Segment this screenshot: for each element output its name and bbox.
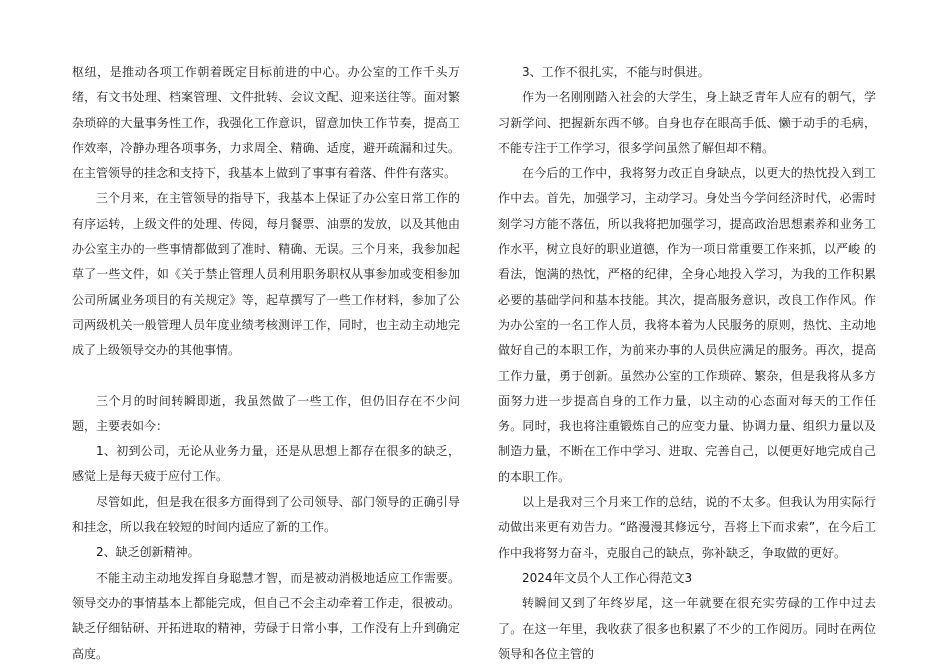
paragraph: 不能主动主动地发挥自身聪慧才智，而是被动消极地适应工作需要。领导交办的事情基本上都能完成，但自己不会主动牵着工作走，很被动。缺乏仔细钻研、开拓进取的精神，劳碌于日常小事，工作没有上升到确定高度。: [72, 570, 460, 661]
paragraph-gap: [72, 364, 460, 389]
left-column: [72, 60, 460, 667]
paragraph: 枢纽，是推动各项工作朝着既定目标前进的中心。办公室的工作千头万绪，有文书处理、档案管理、文件批转、会议文配、迎来送往等。面对繁杂琐碎的大量事务性工作，我强化工作意识，留意加快工作节奏，提高工作效率，冷静办理各项事务，力求周全、精确、适度，避开疏漏和过失。在主管领导的挂念和支持下，我基本上做到了事事有着落、件件有落实。: [72, 65, 460, 181]
paragraph: 三个月的时间转瞬即逝，我虽然做了一些工作，但仍旧存在不少问题，主要表如今：: [72, 393, 460, 433]
paragraph: 转瞬间又到了年终岁尾，这一年就要在很充实劳碌的工作中过去了。在这一年里，我收获了很多也积累了不少的工作阅历。同时在两位领导和各位主管的: [498, 596, 876, 661]
paragraph: 三个月来，在主管领导的指导下，我基本上保证了办公室日常工作的有序运转，上级文件的处理、传阅，每月餐票、油票的发放，以及其他由办公室主办的一些事情都做到了准时、精确、无误。三个月来，我参加起草了一些文件，如《关于禁止管理人员利用职务职权从事参加或变相参加公司所属业务项目的有关规定》等，起草撰写了一些工作材料，参加了公司两级机关一般管理人员年度业绩考核测评工作，同时，也主动主动地完成了上级领导交办的其他事情。: [72, 191, 460, 358]
list-item: 3、工作不很扎实，不能与时俱进。: [522, 65, 710, 79]
right-column: [498, 60, 876, 667]
list-item: 2、缺乏创新精神。: [96, 545, 200, 560]
paragraph: 以上是我对三个月来工作的总结，说的不太多。但我认为用实际行动做出来更有劝告力。“路漫漫其修远兮，吾将上下而求索”，在今后工作中我将努力奋斗，克服自己的缺点，弥补缺乏，争取做的更好。: [498, 495, 876, 560]
paragraph: 尽管如此，但是我在很多方面得到了公司领导、部门领导的正确引导和挂念，所以我在较短的时间内适应了新的工作。: [72, 494, 460, 535]
list-item: 1、初到公司，无论从业务力量，还是从思想上都存在很多的缺乏，感觉上是每天疲于应付工作。: [72, 444, 460, 484]
section-heading: 2024年文员个人工作心得范文3: [522, 570, 693, 585]
paragraph: 作为一名刚刚踏入社会的大学生，身上缺乏青年人应有的朝气，学习新学问、把握新东西不够。自身也存在眼高手低、懒于动手的毛病，不能专注于工作学习，很多学问虽然了解但却不精。: [498, 90, 876, 155]
paragraph: 在今后的工作中，我将努力改正自身缺点，以更大的热忱投入到工作中去。首先，加强学习，主动学习。身处当今学问经济时代，必需时刻学习方能不落伍，所以我将把加强学习，提高政治思想素养和业务工作水平，树立良好的职业道德，作为一项日常重要工作来抓，以严峻 的看法，饱满的热忱，严格的纪律，全身心地投入学习，为我的工作积累必要的基础学问和基本技能。其次，提高服务意识，改良工作作风。作为办公室的一名工作人员，我将本着为人民服务的原则，热忱、主动地做好自己的本职工作，为前来办事的人员供应满足的服务。再次，提高工作力量，勇于创新。虽然办公室的工作琐碎、繁杂，但是我将从多方面努力进一步提高自身的工作力量，以主动的心态面对每天的工作任务。同时，我也将注重锻炼自己的应变力量、协调力量、组织力量以及制造力量，不断在工作中学习、进取、完善自己，以便更好地完成自己的本职工作。: [498, 166, 876, 484]
